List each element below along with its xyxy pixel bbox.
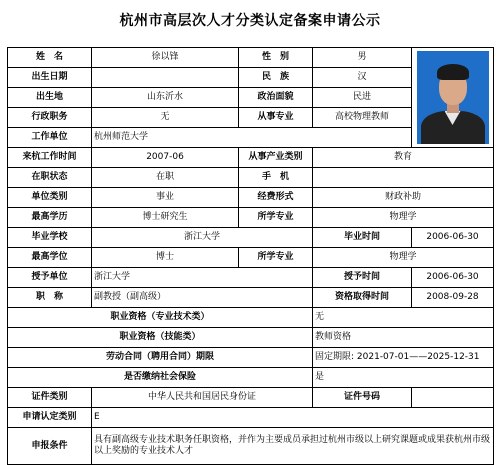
title-time-label: 资格取得时间 — [313, 288, 412, 308]
employer-label: 工作单位 — [8, 128, 92, 148]
grad-time-value: 2006-06-30 — [412, 228, 494, 248]
status-label: 在职状态 — [8, 168, 92, 188]
gender-value: 男 — [313, 48, 412, 68]
degree-major-value: 物理学 — [313, 248, 494, 268]
edu-label: 最高学历 — [8, 208, 92, 228]
specialty-value: 高校物理教师 — [313, 108, 412, 128]
unit-type-label: 单位类别 — [8, 188, 92, 208]
category-value: E — [92, 408, 494, 428]
table-row — [8, 248, 494, 268]
id-no-label: 证件号码 — [313, 388, 412, 408]
status-value: 在职 — [92, 168, 239, 188]
contract-label: 劳动合同（聘用合同）期限 — [8, 348, 313, 368]
application-table — [7, 47, 494, 465]
conditions-value: 具有副高级专业技术职务任职资格，并作为主要成员承担过杭州市级以上研究课题或成果获杭州市级以上奖励的专业技术人才 — [92, 428, 494, 465]
political-label: 政治面貌 — [239, 88, 313, 108]
industry-value: 教育 — [313, 148, 494, 168]
grant-time-value: 2006-06-30 — [412, 268, 494, 288]
table-row — [8, 308, 494, 328]
table-row — [8, 148, 494, 168]
photo-cell — [412, 48, 494, 148]
school-value: 浙江大学 — [92, 228, 313, 248]
table-row — [8, 288, 494, 308]
political-value: 民进 — [313, 88, 412, 108]
conditions-label: 申报条件 — [8, 428, 92, 465]
edu-value: 博士研究生 — [92, 208, 239, 228]
admin-label: 行政职务 — [8, 108, 92, 128]
unit-type-value: 事业 — [92, 188, 239, 208]
specialty-label: 从事专业 — [239, 108, 313, 128]
degree-major-label: 所学专业 — [239, 248, 313, 268]
name-label: 姓 名 — [8, 48, 92, 68]
id-type-label: 证件类别 — [8, 388, 92, 408]
funding-label: 经费形式 — [239, 188, 313, 208]
table-row — [8, 428, 494, 465]
page-title: 杭州市高层次人才分类认定备案申请公示 — [119, 13, 381, 29]
birthplace-value: 山东沂水 — [92, 88, 239, 108]
school-label: 毕业学校 — [8, 228, 92, 248]
skill-qual-value: 教师资格 — [313, 328, 494, 348]
insurance-value: 是 — [313, 368, 494, 388]
table-row — [8, 188, 494, 208]
pro-qual-label: 职业资格（专业技术类） — [8, 308, 313, 328]
gender-label: 性 别 — [239, 48, 313, 68]
arrival-value: 2007-06 — [92, 148, 239, 168]
table-row — [8, 228, 494, 248]
ethnicity-label: 民 族 — [239, 68, 313, 88]
title-time-value: 2008-09-28 — [412, 288, 494, 308]
table-row — [8, 328, 494, 348]
table-row — [8, 208, 494, 228]
phone-label: 手 机 — [239, 168, 313, 188]
funding-value: 财政补助 — [313, 188, 494, 208]
birthplace-label: 出生地 — [8, 88, 92, 108]
birth-value — [92, 68, 239, 88]
table-row — [8, 348, 494, 368]
grant-time-label: 授予时间 — [313, 268, 412, 288]
category-label: 申请认定类别 — [8, 408, 92, 428]
degree-value: 博士 — [92, 248, 239, 268]
grant-unit-value: 浙江大学 — [92, 268, 313, 288]
edu-major-label: 所学专业 — [239, 208, 313, 228]
id-type-value: 中华人民共和国居民身份证 — [92, 388, 313, 408]
grad-time-label: 毕业时间 — [313, 228, 412, 248]
title-label: 职 称 — [8, 288, 92, 308]
table-row — [8, 48, 494, 68]
table-row — [8, 268, 494, 288]
ethnicity-value: 汉 — [313, 68, 412, 88]
table-row — [8, 388, 494, 408]
employer-value: 杭州师范大学 — [92, 128, 412, 148]
insurance-label: 是否缴纳社会保险 — [8, 368, 313, 388]
arrival-label: 来杭工作时间 — [8, 148, 92, 168]
grant-unit-label: 授予单位 — [8, 268, 92, 288]
name-value: 徐以锋 — [92, 48, 239, 68]
birth-label: 出生日期 — [8, 68, 92, 88]
admin-value: 无 — [92, 108, 239, 128]
table-row — [8, 168, 494, 188]
pro-qual-value: 无 — [313, 308, 494, 328]
portrait-photo — [417, 51, 489, 144]
industry-label: 从事产业类别 — [239, 148, 313, 168]
skill-qual-label: 职业资格（技能类） — [8, 328, 313, 348]
degree-label: 最高学位 — [8, 248, 92, 268]
id-no-value — [412, 388, 494, 408]
contract-value: 固定期限: 2021-07-01——2025-12-31 — [313, 348, 494, 368]
table-row — [8, 368, 494, 388]
phone-value — [313, 168, 494, 188]
table-row — [8, 408, 494, 428]
edu-major-value: 物理学 — [313, 208, 494, 228]
title-value: 副教授（副高级） — [92, 288, 313, 308]
